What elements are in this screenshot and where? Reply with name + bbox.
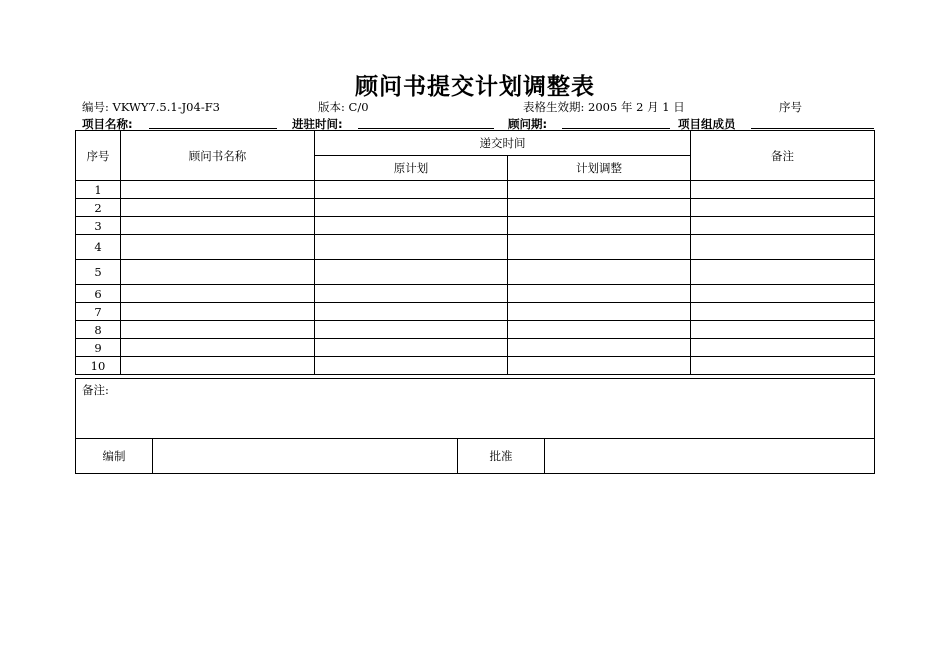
project-name-label: 项目名称:	[82, 117, 133, 131]
table-row	[76, 217, 875, 235]
name-cell[interactable]	[121, 181, 315, 199]
table-row	[76, 235, 875, 260]
version-label: 版本: C/0	[318, 100, 369, 114]
name-cell[interactable]	[121, 199, 315, 217]
remarks-label: 备注:	[82, 383, 109, 397]
remarks-cell[interactable]	[691, 357, 875, 375]
plan-adjust-cell[interactable]	[508, 235, 691, 260]
remarks-cell[interactable]	[691, 303, 875, 321]
original-plan-cell[interactable]	[315, 199, 508, 217]
table-row	[76, 285, 875, 303]
remarks-area[interactable]	[76, 379, 875, 439]
original-plan-cell[interactable]	[315, 303, 508, 321]
header-plan-adjust: 计划调整	[508, 156, 691, 181]
table-row	[76, 181, 875, 199]
plan-adjust-cell[interactable]	[508, 217, 691, 235]
remarks-cell[interactable]	[691, 321, 875, 339]
original-plan-cell[interactable]	[315, 339, 508, 357]
header-original-plan: 原计划	[315, 156, 508, 181]
plan-adjust-cell[interactable]	[508, 199, 691, 217]
original-plan-cell[interactable]	[315, 260, 508, 285]
serial-label: 序号	[779, 100, 802, 114]
name-cell[interactable]	[121, 357, 315, 375]
name-cell[interactable]	[121, 217, 315, 235]
entry-time-label: 进驻时间:	[292, 117, 343, 131]
row-number: 1	[76, 181, 121, 199]
row-number: 8	[76, 321, 121, 339]
remarks-cell[interactable]	[691, 199, 875, 217]
row-number: 6	[76, 285, 121, 303]
doc-number: 编号: VKWY7.5.1-J04-F3	[82, 100, 220, 114]
remarks-cell[interactable]	[691, 260, 875, 285]
header-remarks: 备注	[691, 131, 875, 181]
compiled-field[interactable]	[153, 439, 458, 474]
row-number: 7	[76, 303, 121, 321]
row-number: 3	[76, 217, 121, 235]
footer-table	[75, 378, 875, 474]
original-plan-cell[interactable]	[315, 235, 508, 260]
name-cell[interactable]	[121, 321, 315, 339]
remarks-cell[interactable]	[691, 235, 875, 260]
plan-adjust-cell[interactable]	[508, 285, 691, 303]
table-row	[76, 357, 875, 375]
name-cell[interactable]	[121, 303, 315, 321]
table-row	[76, 199, 875, 217]
approved-field[interactable]	[545, 439, 875, 474]
original-plan-cell[interactable]	[315, 357, 508, 375]
entry-time-field[interactable]	[358, 128, 494, 129]
original-plan-cell[interactable]	[315, 285, 508, 303]
header-submit-time: 递交时间	[315, 131, 691, 156]
table-row	[76, 303, 875, 321]
name-cell[interactable]	[121, 285, 315, 303]
form-title: 顾问书提交计划调整表	[355, 74, 595, 100]
project-name-field[interactable]	[149, 128, 277, 129]
row-number: 2	[76, 199, 121, 217]
effective-date: 表格生效期: 2005 年 2 月 1 日	[523, 100, 685, 114]
original-plan-cell[interactable]	[315, 181, 508, 199]
consult-period-label: 顾问期:	[508, 117, 548, 131]
row-number: 10	[76, 357, 121, 375]
plan-adjust-cell[interactable]	[508, 260, 691, 285]
remarks-cell[interactable]	[691, 339, 875, 357]
compiled-label: 编制	[76, 439, 153, 474]
plan-adjust-cell[interactable]	[508, 181, 691, 199]
team-members-field[interactable]	[751, 128, 874, 129]
table-row	[76, 260, 875, 285]
plan-table	[75, 130, 875, 375]
remarks-cell[interactable]	[691, 217, 875, 235]
row-number: 9	[76, 339, 121, 357]
original-plan-cell[interactable]	[315, 321, 508, 339]
header-seq: 序号	[76, 131, 121, 181]
plan-adjust-cell[interactable]	[508, 303, 691, 321]
name-cell[interactable]	[121, 339, 315, 357]
plan-adjust-cell[interactable]	[508, 339, 691, 357]
consult-period-field[interactable]	[562, 128, 670, 129]
table-row	[76, 339, 875, 357]
row-number: 4	[76, 235, 121, 260]
header-name: 顾问书名称	[121, 131, 315, 181]
original-plan-cell[interactable]	[315, 217, 508, 235]
row-number: 5	[76, 260, 121, 285]
remarks-cell[interactable]	[691, 285, 875, 303]
table-row	[76, 321, 875, 339]
team-members-label: 项目组成员	[678, 117, 736, 131]
name-cell[interactable]	[121, 260, 315, 285]
remarks-cell[interactable]	[691, 181, 875, 199]
approved-label: 批准	[458, 439, 545, 474]
name-cell[interactable]	[121, 235, 315, 260]
plan-adjust-cell[interactable]	[508, 321, 691, 339]
plan-adjust-cell[interactable]	[508, 357, 691, 375]
